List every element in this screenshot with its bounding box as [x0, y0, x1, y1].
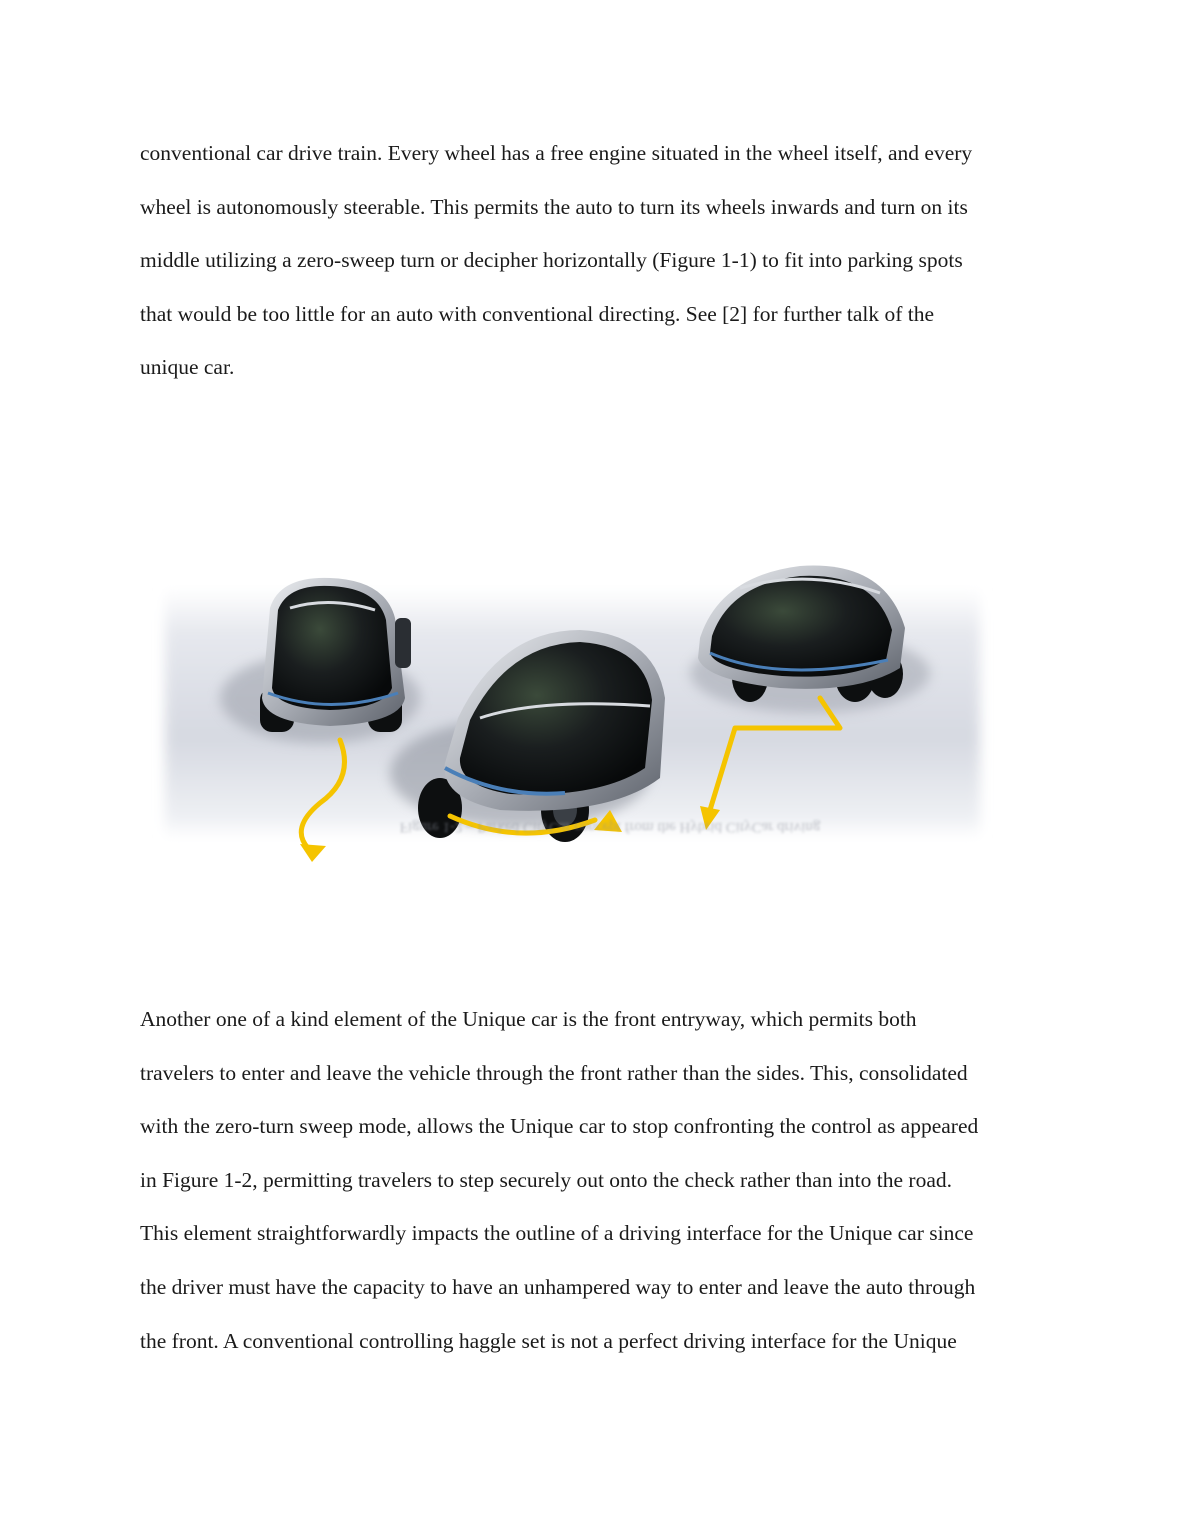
paragraph-line: that would be too little for an auto with conventional directing. See [2] for further talk of the	[140, 301, 935, 326]
paragraph-line: conventional car drive train. Every wheel has a free engine situated in the wheel itself, and every	[140, 141, 973, 165]
paragraph-line: middle utilizing a zero-sweep turn or decipher horizontally (Figure 1-1) to fit into parking spots	[140, 248, 963, 273]
parked-cars-illustration	[140, 548, 1052, 888]
paragraph-line: the front. A conventional controlling haggle set is not a perfect driving interface for the Unique	[140, 1328, 957, 1353]
paragraph-line: the driver must have the capacity to have an unhampered way to enter and leave the auto through	[140, 1274, 976, 1299]
paragraph-2	[140, 993, 1060, 1368]
paragraph-line: wheel is autonomously steerable. This permits the auto to turn its wheels inwards and turn on its	[140, 194, 968, 219]
paragraph-1	[140, 127, 1060, 395]
paragraph-line: unique car.	[140, 355, 235, 380]
paragraph-line: Another one of a kind element of the Unique car is the front entryway, which permits both	[140, 1007, 917, 1031]
paragraph-line: This element straightforwardly impacts the outline of a driving interface for the Unique car since	[140, 1221, 974, 1246]
figure-parked-cars	[140, 548, 1052, 888]
paragraph-line: with the zero-turn sweep mode, allows the Unique car to stop confronting the control as appeared	[140, 1114, 979, 1139]
paragraph-line: travelers to enter and leave the vehicle through the front rather than the sides. This, consolidated	[140, 1060, 968, 1085]
faded-figure-caption: Figure 1-2 – Parked CityCar concept from the Hybrid CityCar driving	[399, 819, 821, 835]
paragraph-line: in Figure 1-2, permitting travelers to step securely out onto the check rather than into the road.	[140, 1167, 952, 1192]
